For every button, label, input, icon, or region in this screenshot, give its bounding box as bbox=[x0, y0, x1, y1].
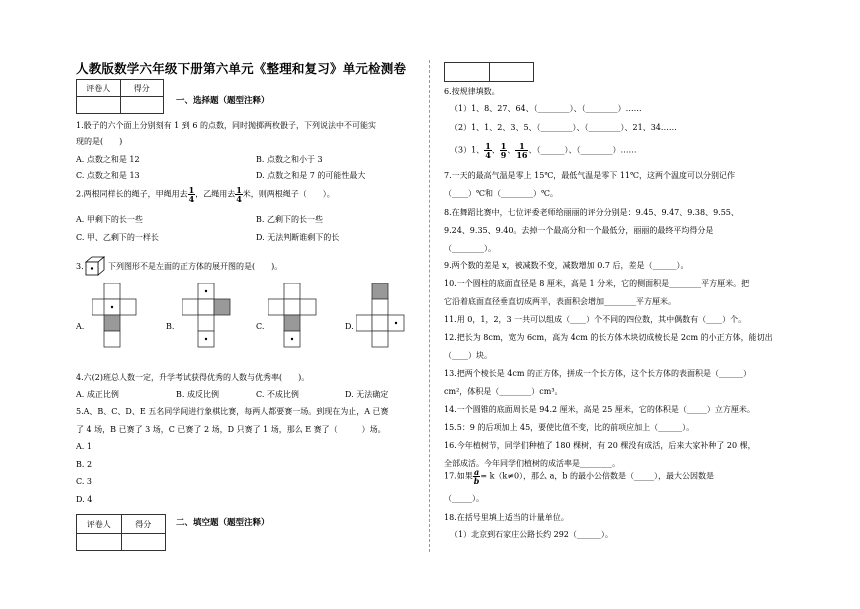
section-heading-choice: 一、选择题（题型注释） bbox=[176, 96, 270, 106]
q2-fraction-2: $\frac{1}{4}$ bbox=[236, 185, 242, 204]
q2-fraction-1: $\frac{1}{4}$ bbox=[188, 185, 195, 204]
q5-option-d: D. 4 bbox=[76, 495, 93, 504]
q1-line2: 现的是( ) bbox=[76, 137, 123, 146]
q6-fraction-2: $\frac{1}{9}$ bbox=[500, 141, 507, 160]
q7-line1: 7.一天的最高气温是零上 15℃，最低气温是零下 11℃，这两个温度可以分别记作 bbox=[444, 171, 735, 180]
q3-label-b: B. bbox=[166, 322, 175, 331]
q5-line2: 了 4 场，B 已赛了 3 场，C 已赛了 2 场，D 只赛了 1 场，那么 E 赛了（ ）场。 bbox=[76, 425, 386, 434]
q5-option-b: B. 2 bbox=[76, 460, 93, 469]
q18-line1: （1）北京到石家庄公路长约 292（______）。 bbox=[450, 530, 613, 539]
q5-option-c: C. 3 bbox=[76, 477, 93, 486]
q18-stem: 18.在括号里填上适当的计量单位。 bbox=[444, 513, 569, 522]
score-table-score-label: 得分 bbox=[121, 515, 166, 534]
q3-net-b bbox=[182, 283, 242, 365]
score-table-reviewer-label: 评卷人 bbox=[77, 80, 121, 97]
q12-line2: （____）块。 bbox=[444, 351, 492, 360]
cube-icon bbox=[84, 256, 106, 276]
score-table-3 bbox=[444, 62, 534, 82]
page-title: 人教版数学六年级下册第六单元《整理和复习》单元检测卷 bbox=[76, 61, 407, 76]
q10-line1: 10.一个圆柱的底面直径是 8 厘米，高是 1 分米，它的侧面积是________平方厘米。把 bbox=[444, 279, 750, 288]
q6-fraction-3: $\frac{1}{16}$ bbox=[516, 141, 528, 160]
section-heading-fill: 二、填空题（题型注释） bbox=[176, 518, 270, 528]
q6-line1: （1）1、8、27、64、（________）、（________）…… bbox=[450, 104, 642, 113]
q16-line2: 全部成活。今年同学们植树的成活率是________。 bbox=[444, 459, 620, 468]
q6-stem: 6.按规律填数。 bbox=[444, 87, 500, 96]
q8-line3: （________）。 bbox=[444, 244, 496, 253]
q4-option-c: C. 不成比例 bbox=[256, 390, 299, 399]
q3-label-a: A. bbox=[76, 322, 85, 331]
q2-option-c: C. 甲、乙剩下的一样长 bbox=[76, 233, 159, 242]
q8-line1: 8.在舞蹈比赛中，七位评委老师给丽丽的评分分别是：9.45、9.47、9.38、9.55、 bbox=[444, 208, 739, 217]
score-table-reviewer-label: 评卷人 bbox=[77, 515, 122, 534]
q2-stem: 2.两根同样长的绳子，甲绳用去 $\frac{1}{4}$ ，乙绳用去 $\frac{1}{4}$ 米，则两根绳子（ ）。 bbox=[76, 185, 335, 204]
q5-line1: 5.A、B、C、D、E 五名同学间进行象棋比赛，每两人都要赛一场。到现在为止，A 已赛 bbox=[76, 407, 389, 416]
q3-label-c: C. bbox=[256, 322, 265, 331]
q17-fraction: $\frac{a}{b}$ bbox=[473, 467, 480, 486]
q9-stem: 9.两个数的差是 x，被减数不变，减数增加 0.7 后，差是（______）。 bbox=[444, 261, 689, 270]
column-divider bbox=[429, 60, 430, 552]
q6-line3: （3）1、 $\frac{1}{4}$ 、 $\frac{1}{9}$ 、 $\frac{1}{16}$ 、（______）、（________）…… bbox=[450, 141, 637, 160]
q13-line2: cm²，体积是（________）cm³。 bbox=[444, 387, 563, 396]
q1-option-a: A. 点数之和是 12 bbox=[76, 155, 140, 164]
q2-option-a: A. 甲剩下的长一些 bbox=[76, 215, 143, 224]
q6-line2: （2）1、1、2、3、5、（________）、（________）、21、34…… bbox=[450, 123, 677, 132]
q4-option-a: A. 成正比例 bbox=[76, 390, 119, 399]
q4-option-d: D. 无法确定 bbox=[345, 390, 389, 399]
q4-stem: 4.六(2)班总人数一定，升学考试获得优秀的人数与优秀率( )。 bbox=[76, 373, 310, 382]
q6-fraction-1: $\frac{1}{4}$ bbox=[485, 141, 491, 160]
q2-option-b: B. 乙剩下的长一些 bbox=[256, 215, 323, 224]
q11-stem: 11.用 0，1，2，3 一共可以组成（____）个不同的四位数，其中偶数有（____）个。 bbox=[444, 315, 747, 324]
q5-option-a: A. 1 bbox=[76, 442, 92, 451]
q15-stem: 15.5：9 的后项加上 45，要使比值不变，比的前项应加上（______）。 bbox=[444, 423, 695, 432]
q3-net-d bbox=[356, 283, 416, 365]
q3-net-c bbox=[268, 283, 328, 365]
q1-option-d: D. 点数之和是 7 的可能性最大 bbox=[256, 171, 366, 180]
score-table-1 bbox=[76, 79, 164, 114]
q12-line1: 12.把长为 8cm，宽为 6cm，高为 4cm 的长方体木块切成棱长是 2cm 的小正方体，能切出 bbox=[444, 333, 773, 342]
q3-number: 3. bbox=[76, 262, 84, 271]
q1-option-c: C. 点数之和是 13 bbox=[76, 171, 140, 180]
q17-line2: （_____）。 bbox=[444, 494, 484, 503]
score-table-score-label: 得分 bbox=[120, 80, 164, 97]
q8-line2: 9.24、9.35、9.40。去掉一个最高分和一个最低分，丽丽的最终平均得分是 bbox=[444, 226, 714, 235]
q2-option-d: D. 无法判断谁剩下的长 bbox=[256, 233, 340, 242]
q1-option-b: B. 点数之和小于 3 bbox=[256, 155, 323, 164]
q17-line1: 17.如果 $\frac{a}{b}$ = k（k≠0），那么 a，b 的最小公倍数是（_____），最大公因数是 bbox=[444, 467, 715, 486]
q10-line2: 它沿着底面直径垂直切成两半，表面积会增加________平方厘米。 bbox=[444, 297, 676, 306]
q1-line1: 1.骰子的六个面上分别刻有 1 到 6 的点数，同时抛掷两枚骰子，下列说法中不可能实 bbox=[76, 121, 376, 130]
q3-net-a bbox=[92, 283, 152, 365]
q13-line1: 13.把两个棱长是 4cm 的正方体，拼成一个长方体，这个长方体的表面积是（______） bbox=[444, 369, 751, 378]
q4-option-b: B. 成反比例 bbox=[176, 390, 219, 399]
q7-line2: （____）℃和（________）℃。 bbox=[444, 189, 558, 198]
score-table-2 bbox=[76, 514, 166, 551]
q16-line1: 16.今年植树节，同学们种植了 180 棵树，有 20 棵没有成活，后来大家补种了 20 棵， bbox=[444, 441, 756, 450]
q14-stem: 14.一个圆锥的底面周长是 94.2 厘米，高是 25 厘米，它的体积是（_____）立方厘米。 bbox=[444, 405, 755, 414]
q3-stem: 下列图形不是左面的正方体的展开图的是( )。 bbox=[108, 262, 283, 271]
q3-label-d: D. bbox=[345, 322, 354, 331]
